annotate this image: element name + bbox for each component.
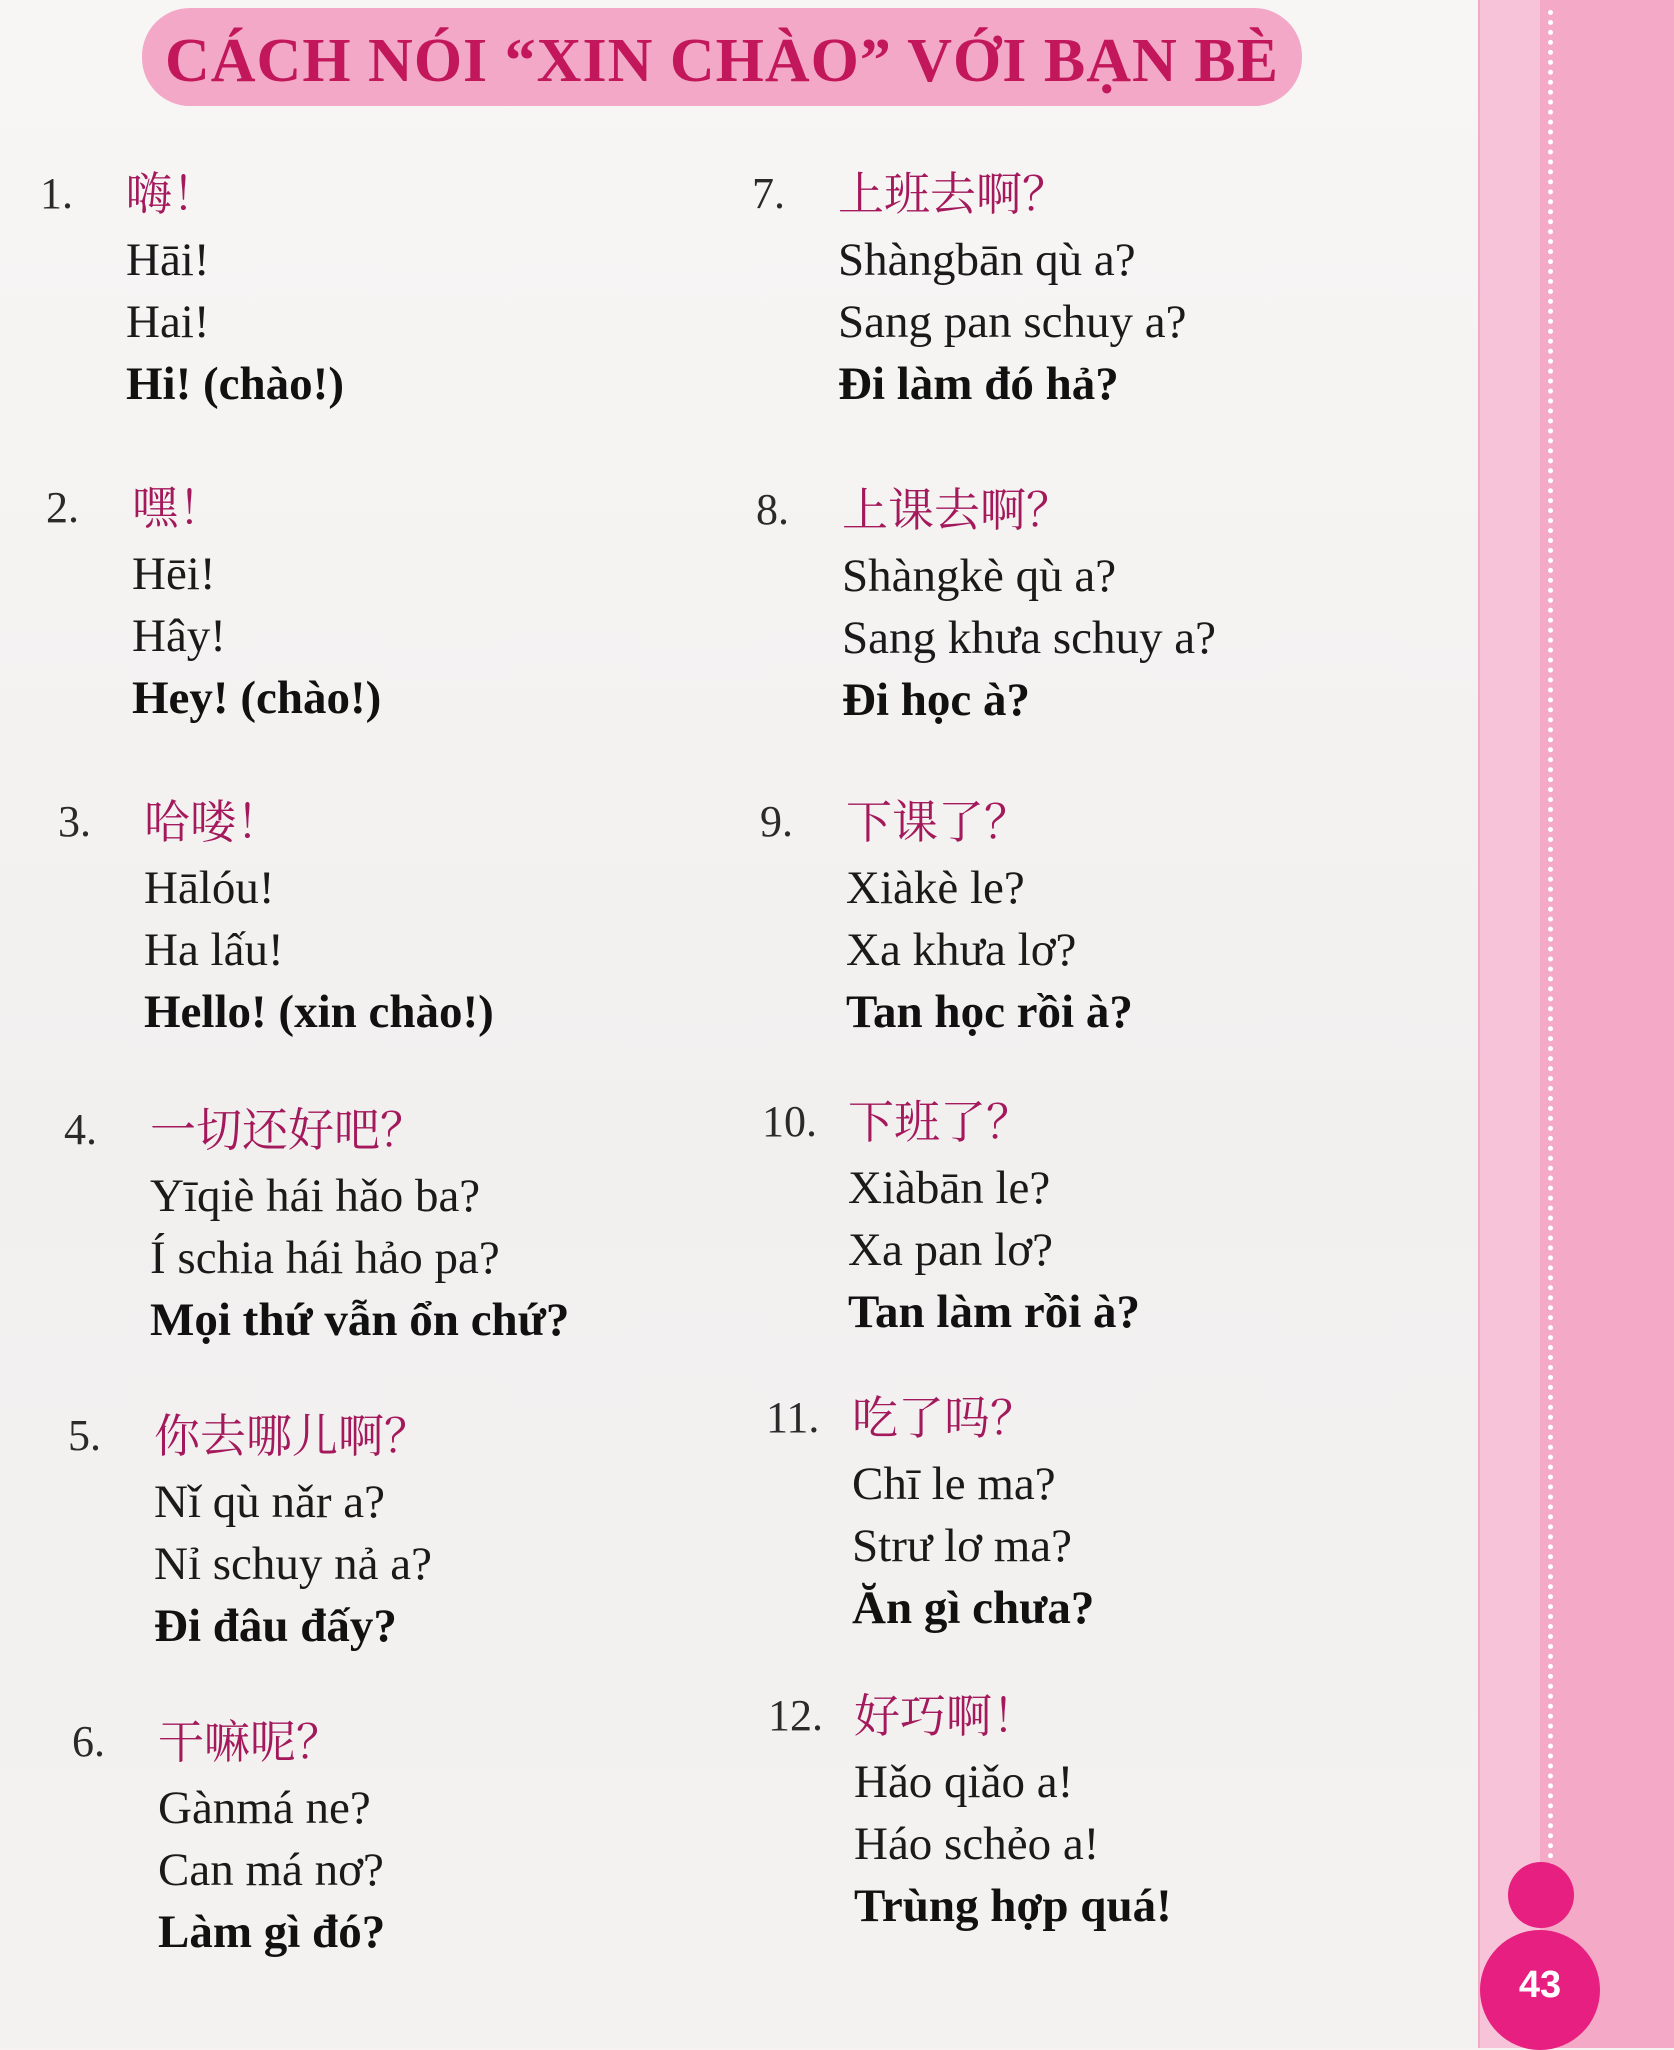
chinese-phrase: 嘿！ bbox=[132, 481, 224, 535]
pinyin: Xiàbān le? bbox=[848, 1162, 1051, 1214]
meaning: Làm gì đó? bbox=[158, 1906, 386, 1958]
chinese-phrase: 哈喽！ bbox=[144, 795, 282, 849]
pronunciation: Hây! bbox=[132, 610, 226, 662]
meaning: Trùng hợp quá! bbox=[854, 1880, 1172, 1932]
entry-number: 2. bbox=[46, 483, 79, 532]
chinese-phrase: 你去哪儿啊？ bbox=[154, 1409, 430, 1463]
chinese-phrase: 好巧啊！ bbox=[854, 1689, 1038, 1743]
entry-number: 7. bbox=[752, 169, 785, 218]
entry-number: 11. bbox=[766, 1393, 820, 1442]
chinese-phrase: 一切还好吧？ bbox=[150, 1103, 426, 1157]
decorative-dot bbox=[1508, 1862, 1574, 1928]
pinyin: Hēi! bbox=[132, 548, 216, 600]
pronunciation: Í schia hái hảo pa? bbox=[150, 1232, 500, 1284]
meaning: Hey! (chào!) bbox=[132, 672, 382, 724]
pronunciation: Xa pan lơ? bbox=[848, 1224, 1053, 1276]
entry-number: 9. bbox=[760, 797, 793, 846]
page-number: 43 bbox=[1518, 1964, 1562, 2006]
pinyin: Hāi! bbox=[126, 234, 210, 286]
chinese-phrase: 下班了？ bbox=[848, 1095, 1032, 1149]
pronunciation: Xa khưa lơ? bbox=[846, 924, 1077, 976]
pinyin: Chī le ma? bbox=[852, 1458, 1056, 1510]
meaning: Đi học à? bbox=[842, 674, 1030, 726]
chinese-phrase: 上班去啊？ bbox=[838, 167, 1068, 221]
pinyin: Xiàkè le? bbox=[846, 862, 1025, 914]
meaning: Ăn gì chưa? bbox=[852, 1582, 1095, 1634]
dotted-divider bbox=[1548, 10, 1553, 1870]
meaning: Mọi thứ vẫn ổn chứ? bbox=[150, 1294, 570, 1346]
pronunciation: Strư lơ ma? bbox=[852, 1520, 1073, 1572]
chinese-phrase: 干嘛呢？ bbox=[158, 1715, 342, 1769]
page-title: CÁCH NÓI “XIN CHÀO” VỚI BẠN BÈ bbox=[165, 27, 1279, 95]
pinyin: Yīqiè hái hǎo ba? bbox=[150, 1170, 481, 1222]
pinyin: Nǐ qù nǎr a? bbox=[154, 1476, 385, 1528]
pinyin: Gànmá ne? bbox=[158, 1782, 371, 1834]
pronunciation: Can má nơ? bbox=[158, 1844, 384, 1896]
entry-number: 10. bbox=[762, 1097, 817, 1146]
meaning: Tan làm rồi à? bbox=[848, 1286, 1141, 1338]
entry-number: 3. bbox=[58, 797, 91, 846]
meaning: Hello! (xin chào!) bbox=[144, 986, 494, 1038]
entry-number: 6. bbox=[72, 1717, 105, 1766]
pinyin: Hǎo qiǎo a! bbox=[854, 1756, 1074, 1808]
entry-number: 4. bbox=[64, 1105, 97, 1154]
meaning: Tan học rồi à? bbox=[846, 986, 1133, 1038]
pinyin: Shàngkè qù a? bbox=[842, 550, 1117, 602]
pronunciation: Nỉ schuy nả a? bbox=[154, 1538, 432, 1590]
pronunciation: Sang khưa schuy a? bbox=[842, 612, 1216, 664]
pronunciation: Hai! bbox=[126, 296, 210, 348]
chinese-phrase: 嗨！ bbox=[126, 167, 218, 221]
entry-number: 1. bbox=[40, 169, 73, 218]
pronunciation: Sang pan schuy a? bbox=[838, 296, 1187, 348]
pinyin: Hālóu! bbox=[144, 862, 275, 914]
pronunciation: Ha lấu! bbox=[144, 924, 284, 976]
side-band-highlight bbox=[1480, 0, 1540, 2048]
meaning: Đi làm đó hả? bbox=[838, 358, 1119, 410]
entry-number: 5. bbox=[68, 1411, 101, 1460]
chinese-phrase: 吃了吗？ bbox=[852, 1391, 1036, 1445]
meaning: Đi đâu đấy? bbox=[154, 1600, 397, 1652]
pinyin: Shàngbān qù a? bbox=[838, 234, 1136, 286]
entry-number: 8. bbox=[756, 485, 789, 534]
entry-number: 12. bbox=[768, 1691, 823, 1740]
pronunciation: Háo schẻo a! bbox=[854, 1818, 1100, 1870]
chinese-phrase: 上课去啊？ bbox=[842, 483, 1072, 537]
meaning: Hi! (chào!) bbox=[126, 358, 344, 410]
chinese-phrase: 下课了？ bbox=[846, 795, 1030, 849]
